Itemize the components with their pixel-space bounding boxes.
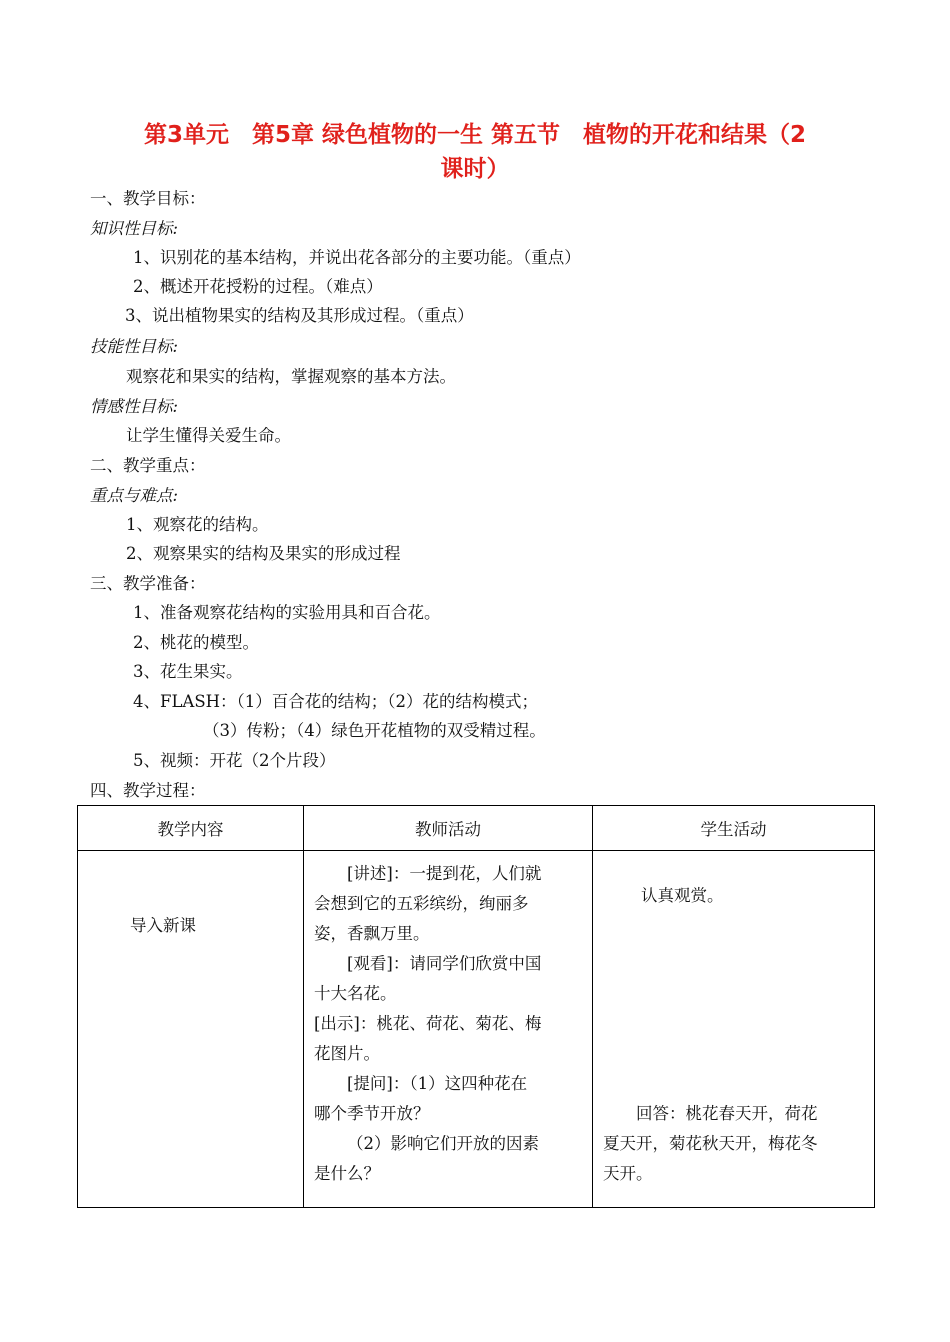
student-line: 回答：桃花春天开，荷花 [636,1104,818,1123]
teacher-line: 花图片。 [314,1044,380,1063]
teacher-line: 是什么？ [314,1164,380,1183]
goals-heading: 一、教学目标： [90,189,206,208]
title-line-1: 第3单元 第5章 绿色植物的一生 第五节 植物的开花和结果（2 [143,122,807,148]
cell-teacher [304,851,593,1208]
header-content: 教学内容 [78,806,304,851]
title-line-2: 课时） [440,156,510,182]
header-student: 学生活动 [593,806,875,851]
knowledge-item-3: 3、说出植物果实的结构及其形成过程。（重点） [125,306,474,325]
teacher-activity [314,859,584,1189]
focus-item-1: 1、观察花的结构。 [126,515,269,534]
prep-item-1: 1、准备观察花结构的实验用具和百合花。 [133,603,441,622]
focus-heading: 二、教学重点： [90,456,206,475]
emotion-heading: 情感性目标: [90,397,179,416]
document-title [90,118,860,186]
skill-heading: 技能性目标: [90,337,179,356]
student-activity-2 [603,1099,866,1189]
table-header-row [78,806,875,851]
teacher-line: 十大名花。 [314,984,397,1003]
process-heading: 四、教学过程： [90,781,206,800]
skill-text: 观察花和果实的结构，掌握观察的基本方法。 [126,367,456,386]
prep-item-5: 5、视频：开花（2个片段） [133,751,336,770]
prep-item-3: 3、花生果实。 [133,662,243,681]
content-label: 导入新课 [130,916,196,935]
prep-heading: 三、教学准备： [90,574,206,593]
student-activity-1: 认真观赏。 [641,886,724,905]
teacher-line: （2）影响它们开放的因素 [347,1134,539,1153]
teacher-line: [讲述]：一提到花，人们就 [347,864,542,883]
teacher-line: [观看]：请同学们欣赏中国 [347,954,542,973]
prep-item-4: 4、FLASH：（1）百合花的结构；（2）花的结构模式； [133,692,539,711]
header-teacher: 教师活动 [304,806,593,851]
prep-item-2: 2、桃花的模型。 [133,633,259,652]
focus-subheading: 重点与难点: [90,486,179,505]
knowledge-item-1: 1、识别花的基本结构，并说出花各部分的主要功能。（重点） [133,248,581,267]
cell-content [78,851,304,1208]
cell-student [593,851,875,1208]
teacher-line: 姿，香飘万里。 [314,924,430,943]
knowledge-item-2: 2、概述开花授粉的过程。（难点） [133,277,383,296]
prep-item-4-continued: （3）传粉；（4）绿色开花植物的双受精过程。 [203,721,546,740]
student-line: 夏天开，菊花秋天开，梅花冬 [603,1134,818,1153]
table-row [78,851,875,1208]
focus-item-2: 2、观察果实的结构及果实的形成过程 [126,544,401,563]
teacher-line: [出示]：桃花、荷花、菊花、梅 [314,1014,542,1033]
student-line: 天开。 [603,1164,653,1183]
teacher-line: 会想到它的五彩缤纷，绚丽多 [314,894,529,913]
knowledge-heading: 知识性目标: [90,219,179,238]
emotion-text: 让学生懂得关爱生命。 [126,426,291,445]
teacher-line: 哪个季节开放？ [314,1104,430,1123]
process-table [77,805,875,1208]
teacher-line: [提问]：（1）这四种花在 [347,1074,528,1093]
